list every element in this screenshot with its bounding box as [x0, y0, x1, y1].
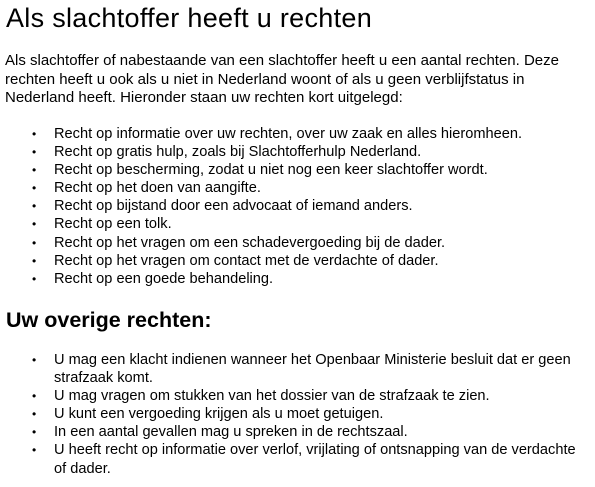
bullet-icon: •	[32, 389, 37, 404]
list-item-text: Recht op gratis hulp, zoals bij Slachtofferhulp Nederland.	[54, 144, 422, 161]
list-item	[32, 215, 584, 233]
list-item-text: Recht op informatie over uw rechten, over uw zaak en alles hieromheen.	[54, 126, 523, 142]
bullet-icon: •	[32, 181, 37, 196]
list-item-text: In een aantal gevallen mag u spreken in de rechtszaal.	[54, 424, 408, 441]
list-item-text: Recht op een tolk.	[54, 216, 172, 233]
list-item	[32, 387, 584, 405]
list-item-text: Recht op het vragen om een schadevergoeding bij de dader.	[54, 234, 446, 251]
list-item-text: U kunt een vergoeding krijgen als u moet getuigen.	[54, 406, 384, 423]
list-item-text: Recht op het vragen om contact met de verdachte of dader.	[54, 252, 439, 269]
bullet-icon: •	[32, 127, 37, 141]
list-item	[32, 405, 584, 423]
list-item-text: Recht op een goede behandeling.	[54, 270, 274, 287]
list-item	[32, 179, 584, 197]
list-item	[32, 161, 584, 179]
bullet-icon: •	[32, 217, 37, 232]
other-rights-list	[32, 351, 584, 478]
bullet-icon: •	[32, 353, 37, 367]
bullet-icon: •	[32, 443, 37, 458]
list-item-text: Recht op het doen van aangifte.	[54, 180, 261, 197]
list-item	[32, 441, 584, 477]
bullet-icon: •	[32, 271, 37, 286]
page-title: Als slachtoffer heeft u rechten	[6, 3, 373, 33]
list-item-text: U mag vragen om stukken van het dossier van de strafzaak te zien.	[54, 388, 490, 405]
list-item	[32, 125, 584, 143]
bullet-icon: •	[32, 235, 37, 250]
list-item	[32, 143, 584, 161]
list-item-text: U mag een klacht indienen wanneer het Openbaar Ministerie besluit dat er geen strafzaak komt.	[54, 352, 571, 387]
list-item	[32, 423, 584, 441]
list-item	[32, 270, 584, 288]
list-item	[32, 197, 584, 215]
bullet-icon: •	[32, 199, 37, 214]
list-item-text: Recht op bescherming, zodat u niet nog een keer slachtoffer wordt.	[54, 162, 488, 179]
bullet-icon: •	[32, 425, 37, 440]
section-heading: Uw overige rechten:	[6, 308, 212, 332]
list-item-text: U heeft recht op informatie over verlof, vrijlating of ontsnapping van de verdachte of dader.	[54, 442, 576, 477]
intro-paragraph: Als slachtoffer of nabestaande van een slachtoffer heeft u een aantal rechten. Deze rechten heeft u ook als u niet in Nederland woont of als u geen verblijfstatus in Nederland heeft. Hieronder staan uw rechten kort uitgelegd:	[5, 52, 559, 106]
bullet-icon: •	[32, 163, 37, 178]
list-item	[32, 234, 584, 252]
bullet-icon: •	[32, 407, 37, 422]
bullet-icon: •	[32, 253, 37, 268]
list-item-text: Recht op bijstand door een advocaat of iemand anders.	[54, 198, 413, 215]
list-item	[32, 252, 584, 270]
list-item	[32, 351, 584, 387]
bullet-icon: •	[32, 145, 37, 160]
rights-list	[32, 125, 584, 288]
